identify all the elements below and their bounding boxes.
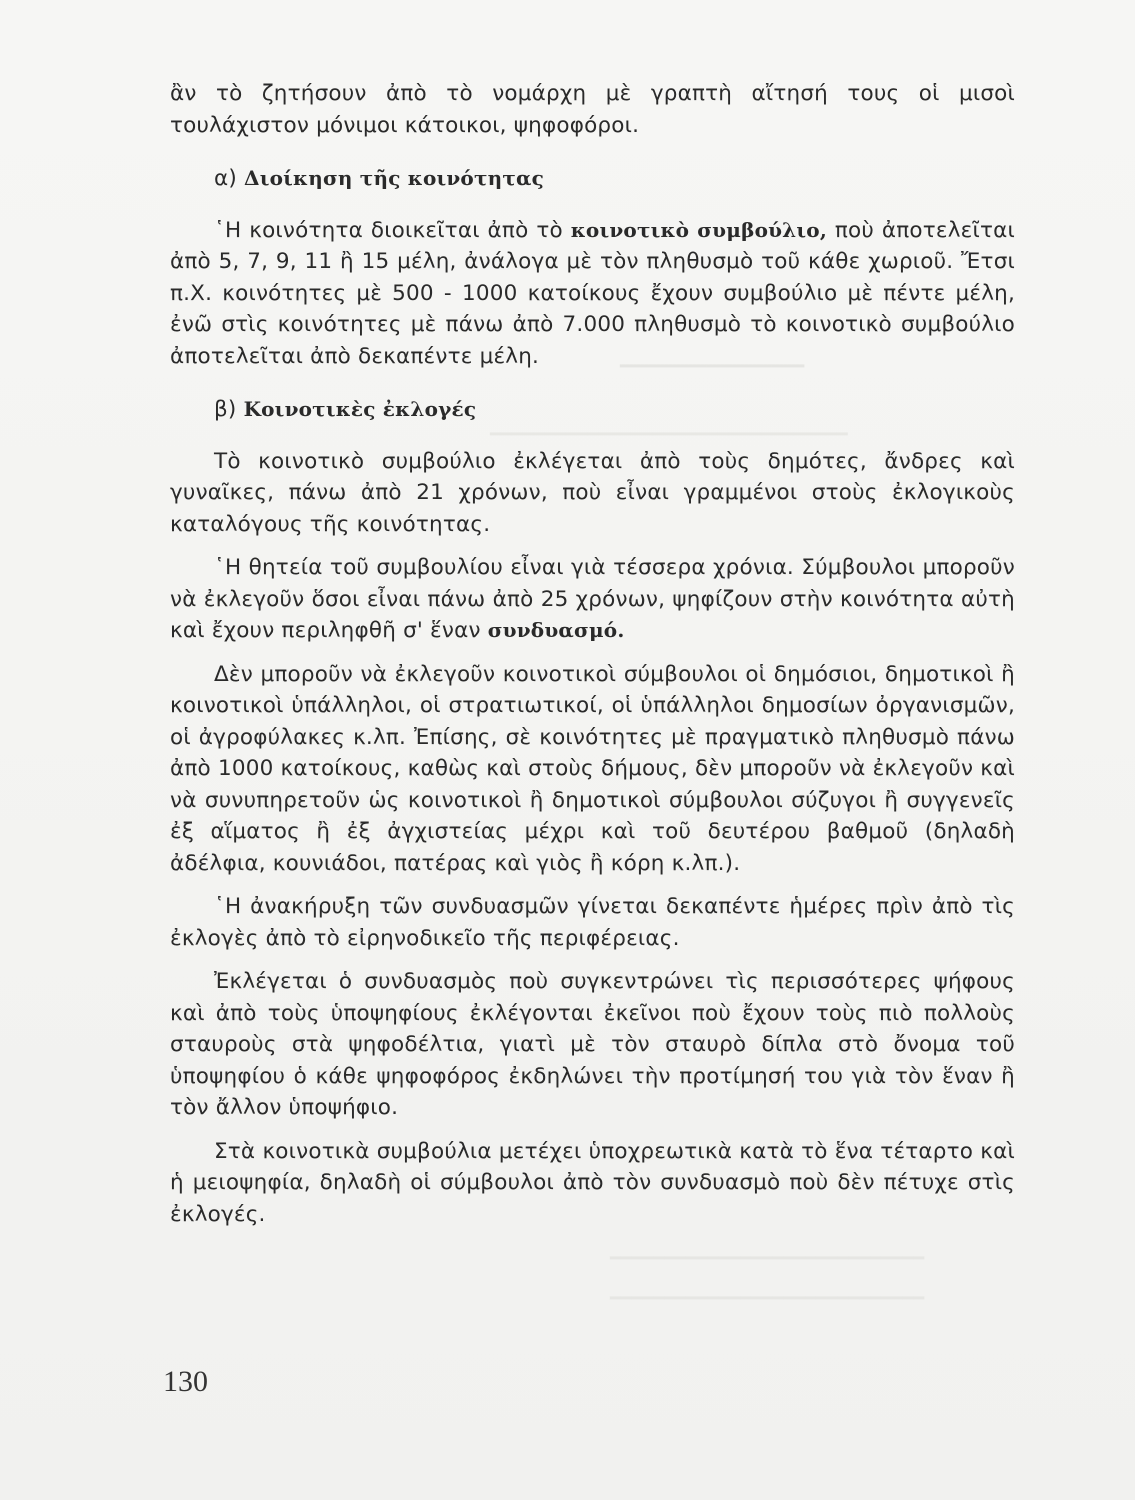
section-label: α) xyxy=(214,166,237,191)
body-text xyxy=(170,78,1015,1230)
paragraph: ῾Η κοινότητα διοικεῖται ἀπὸ τὸ κοινοτικὸ συμβούλιο, ποὺ ἀποτελεῖται ἀπὸ 5, 7, 9, 11 ἢ 15 μέλη, ἀνάλογα μὲ τὸν πληθυσμὸ τοῦ κάθε χωριοῦ. Ἔτσι π.Χ. κοινότητες μὲ 500 - 1000 κατοίκους ἔχουν συμβούλιο μὲ πέντε μέλη, ἐνῶ στὶς κοινότητες μὲ πάνω ἀπὸ 7.000 πληθυσμὸ τὸ κοινοτικὸ συμβούλιο ἀποτελεῖται ἀπὸ δεκαπέντε μέλη. xyxy=(170,217,1015,369)
paragraph: Δὲν μποροῦν νὰ ἐκλεγοῦν κοινοτικοὶ σύμβουλοι οἱ δημόσιοι, δημοτικοὶ ἢ κοινοτικοὶ ὑπάλληλοι, οἱ στρατιωτικοί, οἱ ὑπάλληλοι δημοσίων ὀργανισμῶν, οἱ ἀγροφύλακες κ.λπ. Ἐπίσης, σὲ κοινότητες μὲ πραγματικὸ πληθυσμὸ πάνω ἀπὸ 1000 κατοίκους, καθὼς καὶ στοὺς δήμους, δὲν μποροῦν νὰ ἐκλεγοῦν καὶ νὰ συνυπηρετοῦν ὡς κοινοτικοὶ ἢ δημοτικοὶ σύμβουλοι σύζυγοι ἢ συγγενεῖς ἐξ αἵματος ἢ ἐξ ἀγχιστείας μέχρι καὶ τοῦ δευτέρου βαθμοῦ (δηλαδὴ ἀδέλφια, κουνιάδοι, πατέρας καὶ γιὸς ἢ κόρη κ.λπ.). xyxy=(170,661,1015,876)
section-label: β) xyxy=(214,397,237,422)
paragraph: ῾Η ἀνακήρυξη τῶν συνδυασμῶν γίνεται δεκαπέντε ἡμέρες πρὶν ἀπὸ τὶς ἐκλογὲς ἀπὸ τὸ εἰρηνοδικεῖο τῆς περιφέρειας. xyxy=(170,894,1015,951)
paragraph: Τὸ κοινοτικὸ συμβούλιο ἐκλέγεται ἀπὸ τοὺς δημότες, ἄνδρες καὶ γυναῖκες, πάνω ἀπὸ 21 χρόνων, ποὺ εἶναι γραμμένοι στοὺς ἐκλογικοὺς καταλόγους τῆς κοινότητας. xyxy=(170,448,1015,537)
bold-term: κοινοτικὸ συμβούλιο, xyxy=(570,217,827,242)
section-title: Διοίκηση τῆς κοινότητας xyxy=(244,166,544,190)
paragraph: ῾Η θητεία τοῦ συμβουλίου εἶναι γιὰ τέσσερα χρόνια. Σύμβουλοι μποροῦν νὰ ἐκλεγοῦν ὅσοι εἶναι πάνω ἀπὸ 25 χρόνων, ψηφίζουν στὴν κοινότητα αὐτὴ καὶ ἔχουν περιληφθῆ σ' ἕναν συνδυασμό. xyxy=(170,555,1015,643)
section-heading-a xyxy=(170,163,1015,195)
section-title: Κοινοτικὲς ἐκλογές xyxy=(243,397,477,421)
paragraph: Στὰ κοινοτικὰ συμβούλια μετέχει ὑποχρεωτικὰ κατὰ τὸ ἕνα τέταρτο καὶ ἡ μειοψηφία, δηλαδὴ οἱ σύμβουλοι ἀπὸ τὸν συνδυασμὸ ποὺ δὲν πέτυχε στὶς ἐκλογές. xyxy=(170,1138,1015,1227)
bold-term: συνδυασμό. xyxy=(487,618,625,642)
section-heading-b xyxy=(170,394,1015,426)
paragraph-continued: ἂν τὸ ζητήσουν ἀπὸ τὸ νομάρχη μὲ γραπτὴ αἴτησή τους οἱ μισοὶ τουλάχιστον μόνιμοι κάτοικοι, ψηφοφόροι. xyxy=(170,81,1015,138)
page-number: 130 xyxy=(163,1365,208,1398)
paragraph: Ἐκλέγεται ὁ συνδυασμὸς ποὺ συγκεντρώνει τὶς περισσότερες ψήφους καὶ ἀπὸ τοὺς ὑποψηφίους ἐκλέγονται ἐκεῖνοι ποὺ ἔχουν τοὺς πιὸ πολλοὺς σταυροὺς στὰ ψηφοδέλτια, γιατὶ μὲ τὸν σταυρὸ δίπλα στὸ ὄνομα τοῦ ὑποψηφίου ὁ κάθε ψηφοφόρος ἐκδηλώνει τὴν προτίμησή του γιὰ τὸν ἕναν ἢ τὸν ἄλλον ὑποψήφιο. xyxy=(170,969,1015,1120)
